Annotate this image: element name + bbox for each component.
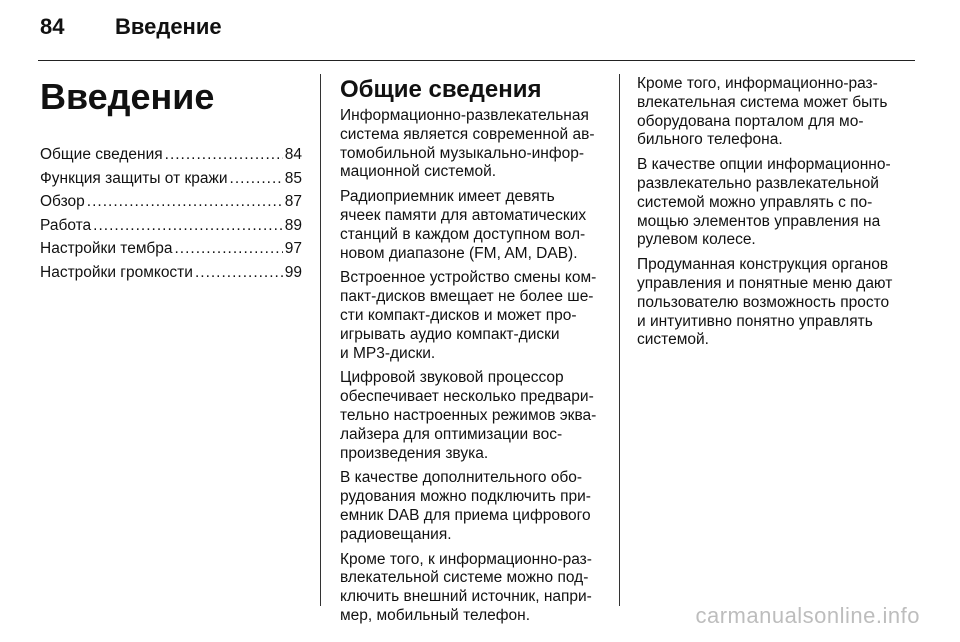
column-divider-1 (320, 74, 321, 606)
text-line: радиовещания. (340, 525, 452, 543)
paragraph (340, 551, 605, 626)
toc-leader-dots (87, 190, 283, 213)
text-line: Радиоприемник имеет девять (340, 188, 555, 206)
text-line: ключить внешний источник, напри- (340, 588, 592, 606)
section-column (340, 75, 605, 632)
text-line: рулевом колесе. (637, 231, 756, 249)
toc-entry-page: 99 (284, 263, 302, 281)
toc-entry-page: 85 (284, 169, 302, 187)
page-number: 84 (40, 14, 65, 39)
toc-entry[interactable] (40, 190, 302, 214)
text-line: системой. (637, 331, 709, 349)
text-line: развлекательно развлекательной (637, 174, 879, 192)
text-line: лайзера для оптимизации вос- (340, 425, 563, 443)
text-line: ячеек памяти для автоматических (340, 206, 587, 224)
toc-entry-label: Настройки тембра (40, 240, 173, 257)
text-line: В качестве дополнительного обо- (340, 469, 583, 487)
toc-entry-label: Функция защиты от кражи (40, 169, 228, 187)
text-line: тельно настроенных режимов эква- (340, 406, 597, 424)
toc-entry-page: 97 (284, 240, 302, 257)
text-line: произведения звука. (340, 444, 489, 462)
toc-leader-dots (165, 143, 283, 166)
toc-entry[interactable] (40, 167, 302, 191)
paragraph (637, 256, 907, 350)
text-line: новом диапазоне (FM, AM, DAB). (340, 244, 578, 262)
text-line: сти компакт-дисков и может про- (340, 306, 577, 324)
text-line: станций в каждом доступном вол- (340, 225, 586, 243)
paragraph (340, 188, 605, 263)
text-line: мер, мобильный телефон. (340, 606, 531, 624)
column-divider-2 (619, 74, 620, 606)
text-line: и MP3-диски. (340, 344, 436, 362)
toc-entry[interactable] (40, 237, 302, 261)
text-line: бильного телефона. (637, 131, 783, 149)
header-divider (38, 60, 915, 61)
text-line: влекательная система может быть (637, 93, 888, 111)
text-line: мощью элементов управления на (637, 212, 881, 230)
text-line: системой можно управлять с по- (637, 193, 873, 211)
section-title: Общие сведения (340, 76, 542, 103)
continuation-body (637, 75, 907, 350)
watermark: carmanualsonline.info (695, 603, 920, 628)
paragraph (340, 107, 605, 182)
running-header-title: Введение (115, 14, 222, 39)
continuation-column (637, 75, 907, 356)
text-line: Встроенное устройство смены ком- (340, 269, 597, 287)
text-line: В качестве опции информационно- (637, 156, 891, 174)
toc-column (40, 75, 302, 284)
paragraph (637, 75, 907, 150)
toc-leader-dots (195, 261, 283, 284)
toc-leader-dots (93, 214, 283, 237)
paragraph (340, 469, 605, 544)
text-line: игрывать аудио компакт-диски (340, 325, 560, 343)
toc-entry-page: 84 (284, 146, 302, 163)
paragraph (637, 156, 907, 250)
toc-entry-label: Работа (40, 216, 92, 234)
table-of-contents (40, 143, 302, 284)
text-line: рудования можно подключить при- (340, 488, 591, 506)
toc-leader-dots (230, 167, 283, 190)
paragraph (340, 369, 605, 463)
text-line: Продуманная конструкция органов (637, 256, 889, 274)
toc-entry-page: 89 (284, 216, 302, 234)
text-line: Кроме того, к информационно-раз- (340, 550, 592, 568)
text-line: оборудована порталом для мо- (637, 112, 864, 130)
text-line: и интуитивно понятно управлять (637, 312, 873, 330)
paragraph (340, 269, 605, 363)
text-line: Информационно-развлекательная (340, 107, 589, 124)
toc-entry[interactable] (40, 214, 302, 238)
toc-entry[interactable] (40, 261, 302, 285)
text-line: емник DAB для приема цифрового (340, 506, 591, 524)
text-line: пакт-дисков вмещает не более ше- (340, 288, 594, 306)
text-line: мационной системой. (340, 163, 497, 181)
chapter-title: Введение (40, 76, 215, 117)
toc-entry[interactable] (40, 143, 302, 167)
text-line: система является современной ав- (340, 125, 595, 143)
toc-entry-label: Настройки громкости (40, 263, 193, 281)
toc-entry-page: 87 (284, 193, 302, 210)
text-line: управления и понятные меню дают (637, 274, 893, 292)
text-line: обеспечивает несколько предвари- (340, 388, 594, 406)
text-line: влекательной системе можно под- (340, 569, 589, 587)
toc-entry-label: Общие сведения (40, 146, 163, 163)
toc-entry-label: Обзор (40, 193, 85, 210)
text-line: Цифровой звуковой процессор (340, 369, 564, 387)
toc-leader-dots (174, 237, 282, 260)
text-line: пользователю возможность просто (637, 293, 890, 311)
text-line: Кроме того, информационно-раз- (637, 75, 878, 92)
text-line: томобильной музыкально-инфор- (340, 144, 585, 162)
section-body (340, 107, 605, 626)
